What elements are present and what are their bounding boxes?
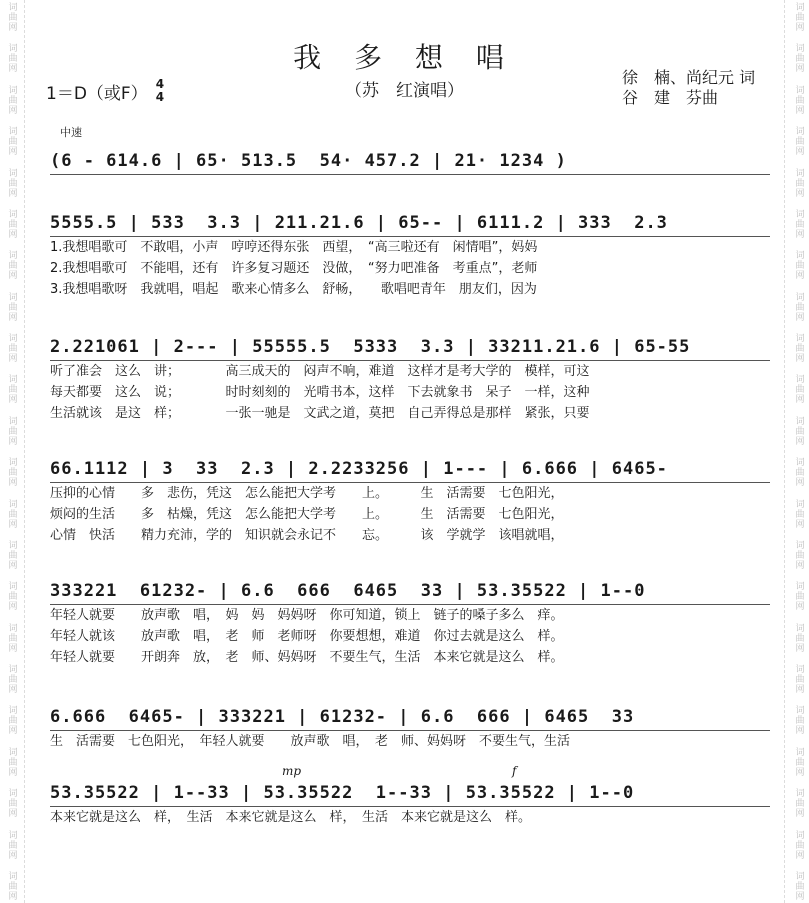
- left-watermark-strip: [0, 0, 22, 903]
- watermark-text: 词曲网: [793, 829, 804, 860]
- watermark-text: 词曲网: [6, 43, 17, 74]
- lyric-verse-1: 年轻人就要 放声歌 唱， 妈 妈 妈妈呀 你可知道，锁上 链子的嗓子多么 痒。: [50, 608, 564, 623]
- score-system-5: [50, 580, 770, 668]
- lyric-verse-2: 2.我想唱歌可 不能唱，还有 许多复习题还 没做， “努力吧准备 考重点”，老师: [50, 261, 538, 276]
- watermark-text: 词曲网: [6, 870, 17, 901]
- watermark-text: 词曲网: [6, 250, 17, 281]
- watermark-text: 词曲网: [6, 664, 17, 694]
- watermark-text: 词曲网: [6, 788, 17, 819]
- notation-line: (6 - 614.6 | 65· 513.5 54· 457.2 | 21· 1234 ): [50, 150, 770, 175]
- watermark-text: 词曲网: [6, 126, 17, 157]
- watermark-text: 词曲网: [793, 415, 804, 446]
- watermark-text: 词曲网: [793, 250, 804, 281]
- singer-credit: （苏 红演唱）: [345, 81, 464, 101]
- watermark-text: 词曲网: [6, 208, 17, 239]
- watermark-text: 词曲网: [793, 84, 804, 115]
- author-credits: [622, 68, 755, 108]
- lyric-line: 生 活需要 七色阳光， 年轻人就要 放声歌 唱， 老 师、妈妈呀 不要生气，生活: [50, 734, 571, 749]
- score-system-4: [50, 458, 770, 546]
- lyric-verse-3: 3.我想唱歌呀 我就唱，唱起 歌来心情多么 舒畅， 歌唱吧青年 朋友们，因为: [50, 282, 537, 297]
- watermark-text: 词曲网: [6, 415, 17, 446]
- notation-line: 53.35522 | 1--33 | 53.35522 1--33 | 53.35522 | 1--0: [50, 782, 770, 807]
- watermark-text: 词曲网: [793, 167, 804, 198]
- lyric-verse-3: 年轻人就要 开朗奔 放， 老 师、妈妈呀 不要生气，生活 本来它就是这么 样。: [50, 650, 564, 665]
- right-watermark-strip: [787, 0, 809, 903]
- watermark-text: 词曲网: [793, 788, 804, 819]
- watermark-text: 词曲网: [6, 457, 17, 488]
- watermark-text: 词曲网: [6, 705, 17, 736]
- song-title: 我 多 想 唱: [293, 41, 516, 74]
- watermark-text: 词曲网: [793, 746, 804, 777]
- watermark-text: 词曲网: [6, 2, 17, 32]
- lyric-verse-2: 烦闷的生活 多 枯燥，凭这 怎么能把大学考 上。 生 活需要 七色阳光，: [50, 507, 564, 522]
- notation-line: 66.1112 | 3 33 2.3 | 2.2233256 | 1--- | 6.666 | 6465-: [50, 458, 770, 483]
- right-margin-rule: [784, 0, 785, 903]
- watermark-text: 词曲网: [793, 208, 804, 239]
- watermark-text: 词曲网: [6, 167, 17, 198]
- tempo-marking: 中速: [60, 126, 82, 139]
- watermark-text: 词曲网: [793, 374, 804, 405]
- lyric-line: 本来它就是这么 样， 生活 本来它就是这么 样， 生活 本来它就是这么 样。: [50, 810, 532, 825]
- watermark-text: 词曲网: [793, 539, 804, 570]
- watermark-text: 词曲网: [6, 333, 17, 363]
- time-top: 4: [155, 77, 165, 91]
- watermark-text: 词曲网: [793, 870, 804, 901]
- lyric-verse-1: 1.我想唱歌可 不敢唱，小声 哼哼还得东张 西望， “高三啦还有 闲情唱”，妈妈: [50, 240, 538, 255]
- watermark-text: 词曲网: [6, 374, 17, 405]
- watermark-text: 词曲网: [793, 126, 804, 157]
- lyric-verse-3: 心情 快活 精力充沛，学的 知识就会永记不 忘。 该 学就学 该唱就唱，: [50, 528, 564, 543]
- score-system-7: [50, 782, 770, 828]
- time-signature: [156, 78, 164, 104]
- lyric-verse-2: 年轻人就该 放声歌 唱， 老 师 老师呀 你要想想，难道 你过去就是这么 样。: [50, 629, 564, 644]
- watermark-text: 词曲网: [6, 498, 17, 529]
- left-margin-rule: [24, 0, 25, 903]
- watermark-text: 词曲网: [793, 457, 804, 488]
- watermark-text: 词曲网: [6, 746, 17, 777]
- composer-credit: 谷 建 芬曲: [622, 88, 719, 107]
- watermark-text: 词曲网: [6, 829, 17, 860]
- watermark-text: 词曲网: [793, 333, 804, 363]
- watermark-text: 词曲网: [793, 291, 804, 322]
- watermark-text: 词曲网: [6, 291, 17, 322]
- score-system-3: [50, 336, 770, 424]
- watermark-text: 词曲网: [793, 664, 804, 694]
- watermark-text: 词曲网: [793, 498, 804, 529]
- lyric-verse-2: 每天都要 这么 说； 时时刻刻的 光啃书本，这样 下去就象书 呆子 一样，这种: [50, 385, 590, 400]
- watermark-text: 词曲网: [6, 622, 17, 653]
- watermark-text: 词曲网: [793, 622, 804, 653]
- key-signature: [46, 78, 164, 104]
- key-text: 1＝D（或F）: [46, 83, 148, 104]
- dynamic-f: f: [512, 764, 517, 778]
- watermark-text: 词曲网: [793, 705, 804, 736]
- lyric-verse-3: 生活就该 是这 样； 一张一驰是 文武之道，莫把 自己弄得总是那样 紧张，只要: [50, 406, 590, 421]
- score-system-2: [50, 212, 770, 300]
- watermark-text: 词曲网: [793, 2, 804, 32]
- watermark-text: 词曲网: [6, 581, 17, 612]
- time-bottom: 4: [155, 90, 165, 104]
- score-system-6: [50, 706, 770, 752]
- watermark-text: 词曲网: [793, 581, 804, 612]
- notation-line: 6.666 6465- | 333221 | 61232- | 6.6 666 | 6465 33: [50, 706, 770, 731]
- lyric-verse-1: 听了准会 这么 讲； 高三成天的 闷声不响，难道 这样才是考大学的 模样，可这: [50, 364, 590, 379]
- watermark-text: 词曲网: [6, 84, 17, 115]
- lyricist-credit: 徐 楠、尚纪元 词: [622, 68, 756, 87]
- notation-line: 333221 61232- | 6.6 666 6465 33 | 53.35522 | 1--0: [50, 580, 770, 605]
- lyric-verse-1: 压抑的心情 多 悲伤，凭这 怎么能把大学考 上。 生 活需要 七色阳光，: [50, 486, 564, 501]
- watermark-text: 词曲网: [793, 43, 804, 74]
- score-system-1: [50, 150, 770, 175]
- dynamic-mp: mp: [282, 764, 302, 778]
- notation-line: 2.221061 | 2--- | 55555.5 5333 3.3 | 33211.21.6 | 65-55: [50, 336, 770, 361]
- notation-line: 5555.5 | 533 3.3 | 211.21.6 | 65-- | 6111.2 | 333 2.3: [50, 212, 770, 237]
- watermark-text: 词曲网: [6, 539, 17, 570]
